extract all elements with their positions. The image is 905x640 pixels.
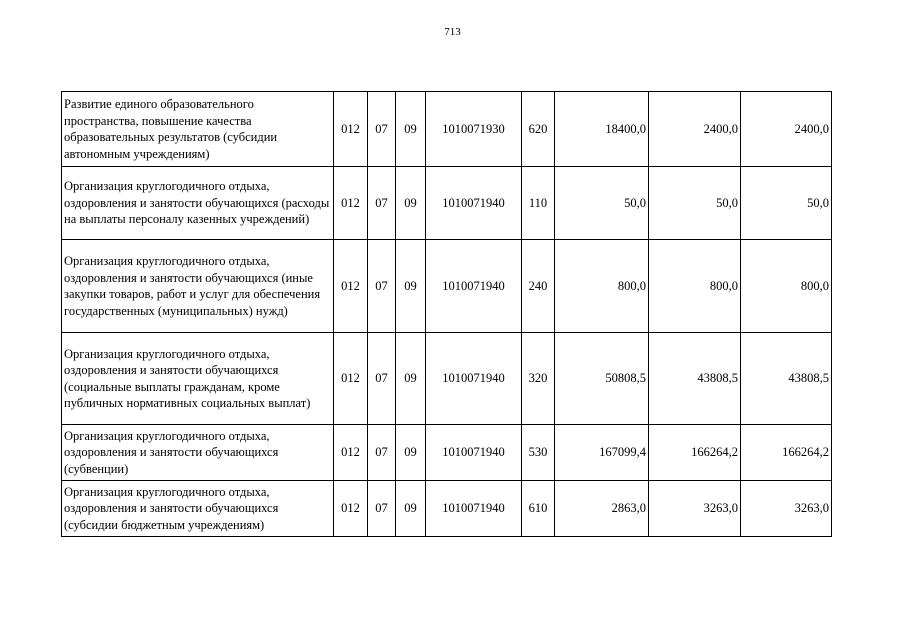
- cell-sum-3: 2400,0: [741, 92, 832, 167]
- cell-expense-type: 320: [522, 333, 555, 425]
- cell-sum-3: 50,0: [741, 167, 832, 240]
- cell-grbs: 012: [334, 92, 368, 167]
- cell-sum-1: 50,0: [555, 167, 649, 240]
- cell-subsection: 09: [396, 167, 426, 240]
- row-name: Организация круглогодичного отдыха, оздоровления и занятости обучающихся (иные закупки товаров, работ и услуг для обеспечения государственных (муниципальных) нужд): [62, 240, 334, 333]
- cell-section: 07: [368, 481, 396, 537]
- cell-grbs: 012: [334, 481, 368, 537]
- cell-sum-2: 166264,2: [649, 425, 741, 481]
- table-row: [62, 333, 832, 425]
- row-name: Организация круглогодичного отдыха, оздоровления и занятости обучающихся (социальные выплаты гражданам, кроме публичных нормативных социальных выплат): [62, 333, 334, 425]
- cell-target-article: 1010071940: [426, 240, 522, 333]
- cell-sum-2: 3263,0: [649, 481, 741, 537]
- cell-sum-1: 50808,5: [555, 333, 649, 425]
- cell-subsection: 09: [396, 240, 426, 333]
- cell-target-article: 1010071940: [426, 481, 522, 537]
- cell-sum-2: 2400,0: [649, 92, 741, 167]
- table-row: [62, 481, 832, 537]
- budget-table: [61, 91, 832, 537]
- cell-grbs: 012: [334, 425, 368, 481]
- cell-subsection: 09: [396, 92, 426, 167]
- cell-expense-type: 110: [522, 167, 555, 240]
- cell-section: 07: [368, 333, 396, 425]
- cell-section: 07: [368, 167, 396, 240]
- cell-sum-3: 800,0: [741, 240, 832, 333]
- cell-grbs: 012: [334, 333, 368, 425]
- row-name: Развитие единого образовательного пространства, повышение качества образовательных результатов (субсидии автономным учреждениям): [62, 92, 334, 167]
- cell-section: 07: [368, 240, 396, 333]
- cell-sum-3: 3263,0: [741, 481, 832, 537]
- row-name: Организация круглогодичного отдыха, оздоровления и занятости обучающихся (субвенции): [62, 425, 334, 481]
- cell-sum-1: 2863,0: [555, 481, 649, 537]
- row-name: Организация круглогодичного отдыха, оздоровления и занятости обучающихся (расходы на выплаты персоналу казенных учреждений): [62, 167, 334, 240]
- cell-subsection: 09: [396, 481, 426, 537]
- cell-sum-2: 43808,5: [649, 333, 741, 425]
- table-row: [62, 425, 832, 481]
- cell-grbs: 012: [334, 167, 368, 240]
- cell-grbs: 012: [334, 240, 368, 333]
- cell-sum-2: 800,0: [649, 240, 741, 333]
- cell-expense-type: 240: [522, 240, 555, 333]
- cell-target-article: 1010071940: [426, 425, 522, 481]
- cell-sum-3: 166264,2: [741, 425, 832, 481]
- cell-sum-1: 800,0: [555, 240, 649, 333]
- cell-sum-2: 50,0: [649, 167, 741, 240]
- cell-expense-type: 610: [522, 481, 555, 537]
- cell-sum-1: 167099,4: [555, 425, 649, 481]
- cell-expense-type: 530: [522, 425, 555, 481]
- cell-subsection: 09: [396, 333, 426, 425]
- page-number: 713: [444, 26, 461, 38]
- cell-subsection: 09: [396, 425, 426, 481]
- table-row: [62, 92, 832, 167]
- cell-section: 07: [368, 425, 396, 481]
- cell-sum-1: 18400,0: [555, 92, 649, 167]
- table-row: [62, 240, 832, 333]
- row-name: Организация круглогодичного отдыха, оздоровления и занятости обучающихся (субсидии бюджетным учреждениям): [62, 481, 334, 537]
- cell-expense-type: 620: [522, 92, 555, 167]
- cell-target-article: 1010071940: [426, 333, 522, 425]
- table-row: [62, 167, 832, 240]
- cell-target-article: 1010071940: [426, 167, 522, 240]
- cell-sum-3: 43808,5: [741, 333, 832, 425]
- cell-target-article: 1010071930: [426, 92, 522, 167]
- cell-section: 07: [368, 92, 396, 167]
